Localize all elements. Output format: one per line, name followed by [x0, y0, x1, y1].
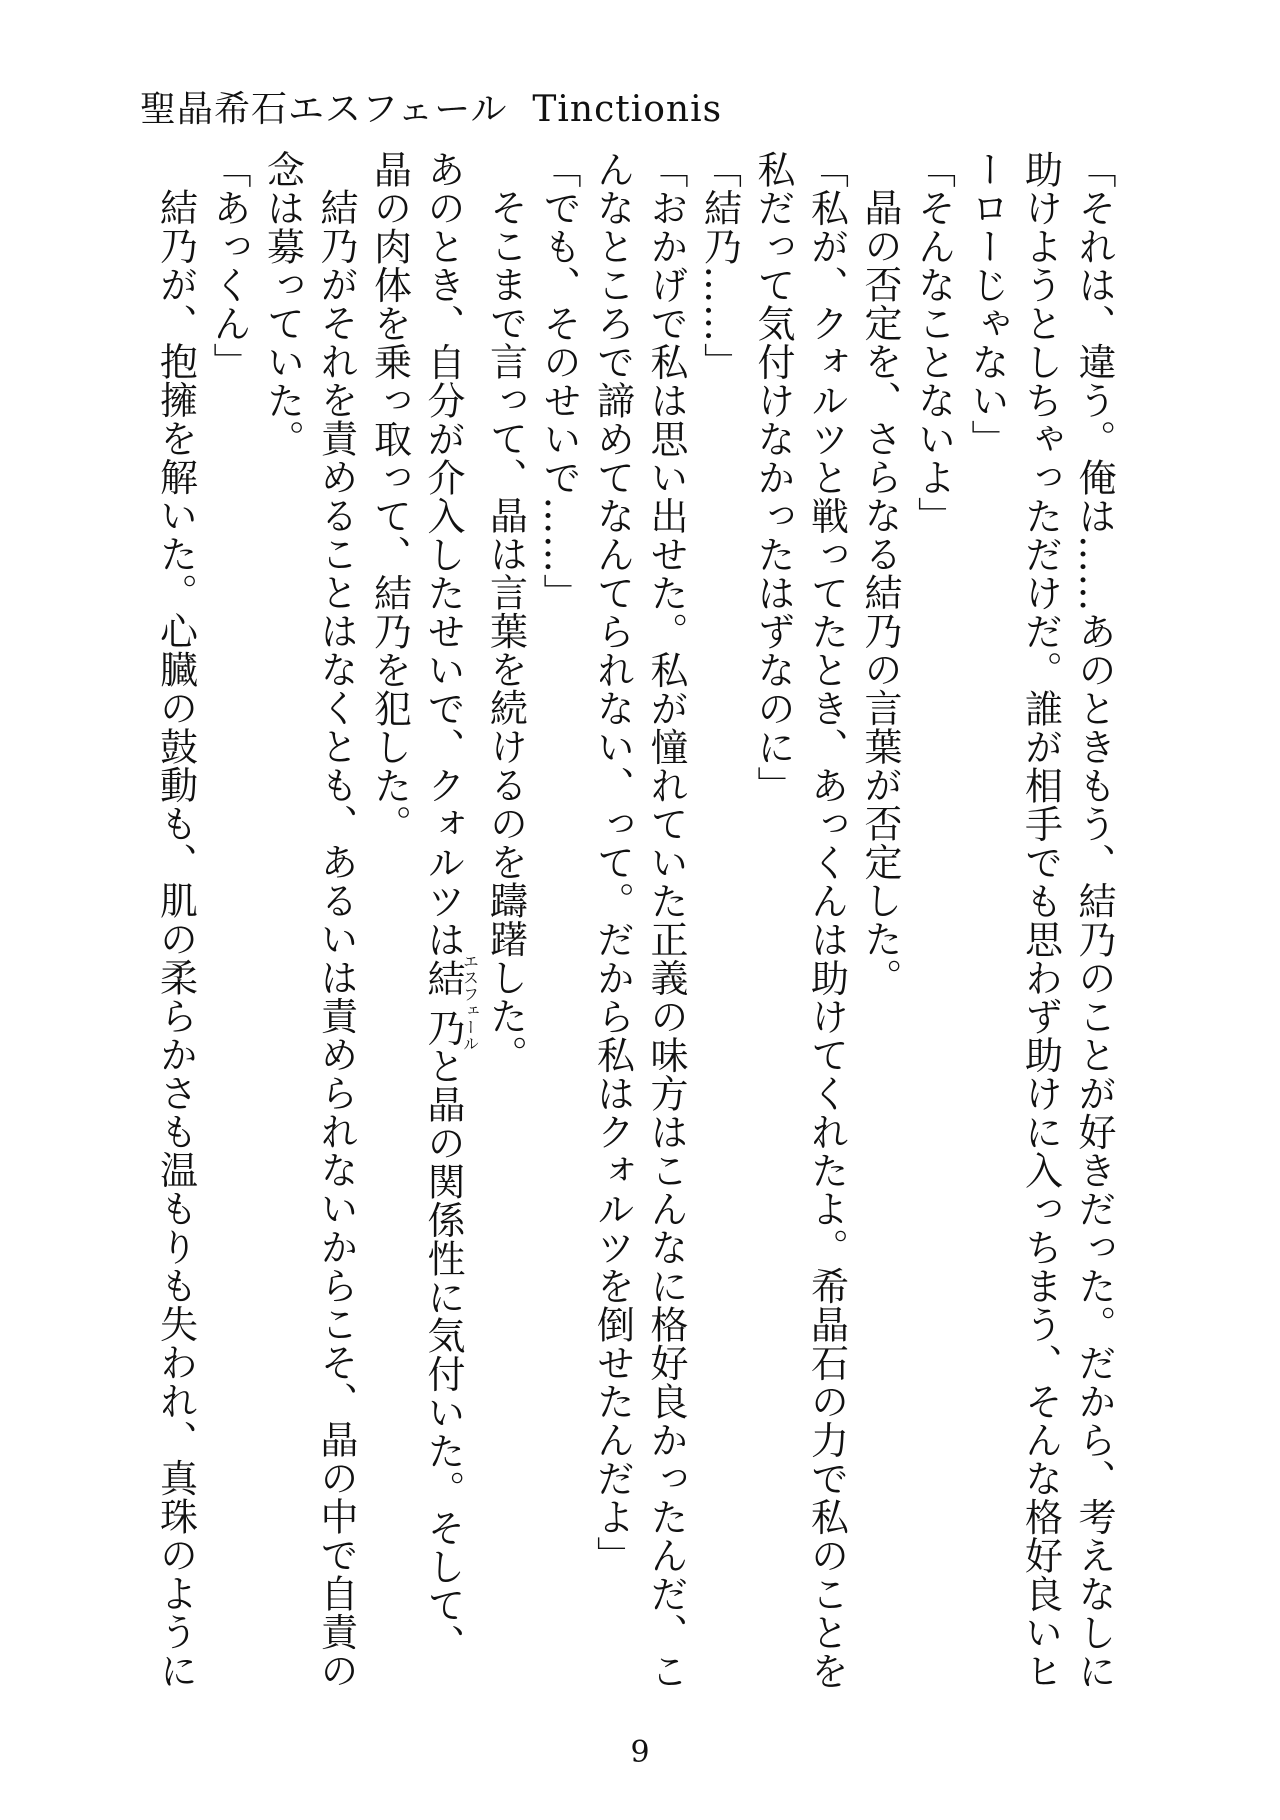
text-line: 「おかげで私は思い出せた。私が憧れていた正義の味方はこんなに格好良かったんだ、こ — [644, 150, 688, 1690]
text-line: 「あっくん」 — [207, 150, 251, 381]
text-line: 「それは、違う。俺は……あのときもう、結乃のことが好きだった。だから、考えなしに — [1072, 150, 1116, 1690]
text-line: 「そんなことないよ」 — [911, 150, 956, 535]
text-line: 「結乃……」 — [697, 150, 742, 381]
text-line: 結乃が、抱擁を解いた。心臓の鼓動も、肌の柔らかさも温もりも失われ、真珠のように — [153, 188, 198, 1690]
text-segment: と晶の関係性に気付いた。そして、 — [421, 1046, 465, 1663]
text-line: 私だって気付けなかったはずなのに」 — [751, 150, 795, 805]
text-line: そこまで言って、晶は言葉を続けるのを躊躇した。 — [483, 188, 528, 1074]
ruby-base: 結乃 — [421, 953, 465, 1052]
body-text — [120, 150, 1120, 1735]
text-line: んなところで諦めてなんてられない、って。だから私はクォルツを倒せたんだよ」 — [590, 150, 635, 1575]
book-title: 聖晶希石エスフェール — [140, 89, 508, 130]
running-header — [140, 80, 722, 140]
text-line: 「私が、クォルツと戦ってたとき、あっくんは助けてくれたよ。希晶石の力で私のことを — [804, 150, 849, 1690]
text-line: 結乃がそれを責めることはなくとも、あるいは責められないからこそ、晶の中で自責の — [314, 188, 358, 1690]
text-line: ーローじゃない」 — [965, 150, 1009, 458]
ruby-annotation — [421, 953, 480, 1052]
text-segment: あのとき、自分が介入したせいで、クォルツは — [421, 150, 465, 959]
text-line: 「でも、そのせいで……」 — [537, 150, 581, 612]
text-line: 助けようとしちゃっただけだ。誰が相手でも思わず助けに入っちまう、そんな格好良いヒ — [1018, 150, 1063, 1690]
text-line: 晶の肉体を乗っ取って、結乃を犯した。 — [367, 150, 412, 843]
book-subtitle: Tinctionis — [532, 89, 723, 130]
text-line: 晶の否定を、さらなる結乃の言葉が否定した。 — [858, 188, 902, 997]
text-line: 念は募っていた。 — [260, 150, 305, 458]
text-line-with-ruby — [416, 150, 479, 1735]
ruby-reading: エスフェール — [460, 953, 480, 1052]
page-number: 9 — [630, 1735, 650, 1770]
header-gap — [507, 89, 532, 130]
